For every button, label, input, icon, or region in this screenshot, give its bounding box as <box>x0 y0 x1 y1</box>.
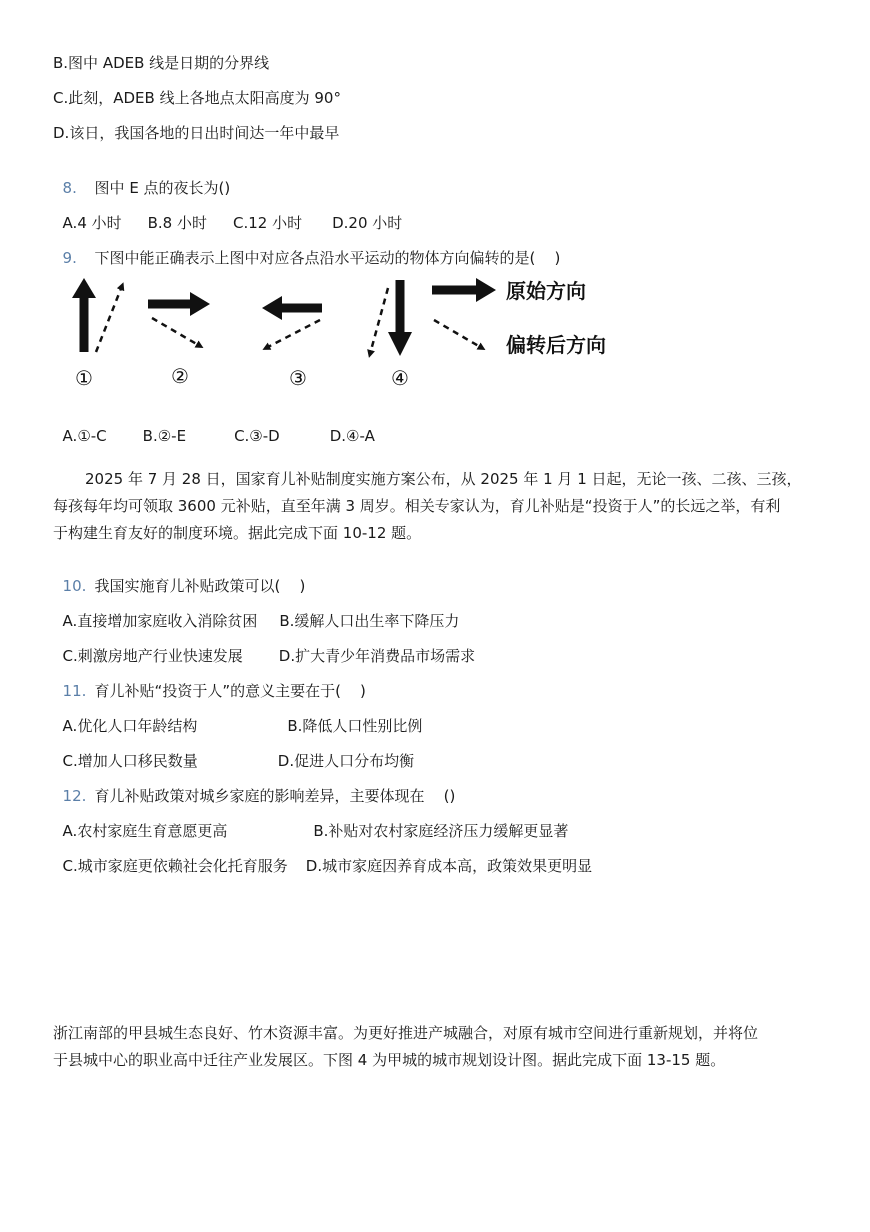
q10-option-c: C.刺激房地产行业快速发展 <box>62 647 243 665</box>
q9-number: 9. <box>62 249 77 267</box>
q11-option-c: C.增加人口移民数量 <box>62 752 198 770</box>
q8-options-row <box>53 193 402 233</box>
q11-option-d: D.促进人口分布均衡 <box>277 752 415 770</box>
q11-option-a: A.优化人口年龄结构 <box>62 717 198 735</box>
figure-label-2: ② <box>171 364 189 388</box>
q12-stem-row <box>53 766 455 806</box>
passage1-line2: 每孩每年均可领取 3600 元补贴，直至年满 3 周岁。相关专家认为，育儿补贴是“投资于人”的长远之举，有利 <box>53 497 781 515</box>
q10-stem: 我国实施育儿补贴政策可以( ) <box>94 577 306 595</box>
q10-option-b: B.缓解人口出生率下降压力 <box>279 612 460 630</box>
q10-option-a: A.直接增加家庭收入消除贫困 <box>62 612 258 630</box>
q12-option-a: A.农村家庭生育意愿更高 <box>62 822 228 840</box>
q12-number: 12. <box>62 787 87 805</box>
figure-label-3: ③ <box>289 366 307 390</box>
passage1-line3: 于构建生育友好的制度环境。据此完成下面 10-12 题。 <box>53 524 422 542</box>
q9-option-c: C.③-D <box>234 427 280 445</box>
deflection-figure <box>60 268 630 398</box>
figure-1-arrows <box>72 278 122 352</box>
q7-option-b: B.图中 ADEB 线是日期的分界线 <box>53 54 270 72</box>
q12-options-row-1 <box>53 801 568 841</box>
q7-option-d: D.该日，我国各地的日出时间达一年中最早 <box>53 124 340 142</box>
passage-county-planning <box>53 1020 823 1074</box>
q10-stem-row <box>53 556 305 596</box>
q12-stem: 育儿补贴政策对城乡家庭的影响差异，主要体现在 () <box>94 787 456 805</box>
q12-option-c: C.城市家庭更依赖社会化托育服务 <box>62 857 288 875</box>
figure-label-4: ④ <box>391 366 409 390</box>
figure-3-arrows <box>262 296 322 348</box>
figure-legend <box>432 278 606 357</box>
q10-option-d: D.扩大青少年消费品市场需求 <box>278 647 476 665</box>
q8-number: 8. <box>62 179 77 197</box>
q8-option-b: B.8 小时 <box>147 214 207 232</box>
passage-childcare-subsidy <box>53 466 823 547</box>
q9-stem-row <box>53 228 560 268</box>
legend-deflected-direction: 偏转后方向 <box>506 333 606 357</box>
q10-options-row-2 <box>53 626 475 666</box>
q11-stem: 育儿补贴“投资于人”的意义主要在于( ) <box>94 682 366 700</box>
q12-option-b: B.补贴对农村家庭经济压力缓解更显著 <box>313 822 569 840</box>
figure-label-1: ① <box>75 366 93 390</box>
q12-options-row-2 <box>53 836 592 876</box>
q8-option-d: D.20 小时 <box>332 214 403 232</box>
q10-options-row-1 <box>53 591 459 631</box>
passage1-line1: 2025 年 7 月 28 日，国家育儿补贴制度实施方案公布，从 2025 年 1 月 1 日起，无论一孩、二孩、三孩， <box>85 470 802 488</box>
q9-option-d: D.④-A <box>329 427 375 445</box>
q9-option-b: B.②-E <box>142 427 187 445</box>
q7-option-c: C.此刻，ADEB 线上各地点太阳高度为 90° <box>53 89 341 107</box>
q10-number: 10. <box>62 577 87 595</box>
q8-stem-row <box>53 158 230 198</box>
figure-4-arrows <box>370 280 412 356</box>
q11-options-row-2 <box>53 731 414 771</box>
q11-number: 11. <box>62 682 87 700</box>
legend-original-direction: 原始方向 <box>506 279 586 303</box>
figure-2-arrows <box>148 292 210 346</box>
q8-stem: 图中 E 点的夜长为() <box>94 179 231 197</box>
q9-stem: 下图中能正确表示上图中对应各点沿水平运动的物体方向偏转的是( ) <box>94 249 561 267</box>
q11-options-row-1 <box>53 696 422 736</box>
q8-option-c: C.12 小时 <box>233 214 303 232</box>
q11-option-b: B.降低人口性别比例 <box>287 717 423 735</box>
passage2-line1: 浙江南部的甲县城生态良好、竹木资源丰富。为更好推进产城融合，对原有城市空间进行重新规划，并将位 <box>53 1024 759 1042</box>
q11-stem-row <box>53 661 366 701</box>
q8-option-a: A.4 小时 <box>62 214 122 232</box>
q9-option-a: A.①-C <box>62 427 107 445</box>
passage2-line2: 于县城中心的职业高中迁往产业发展区。下图 4 为甲城的城市规划设计图。据此完成下面 13-15 题。 <box>53 1051 726 1069</box>
q12-option-d: D.城市家庭因养育成本高，政策效果更明显 <box>305 857 593 875</box>
q9-options-row <box>53 406 375 446</box>
